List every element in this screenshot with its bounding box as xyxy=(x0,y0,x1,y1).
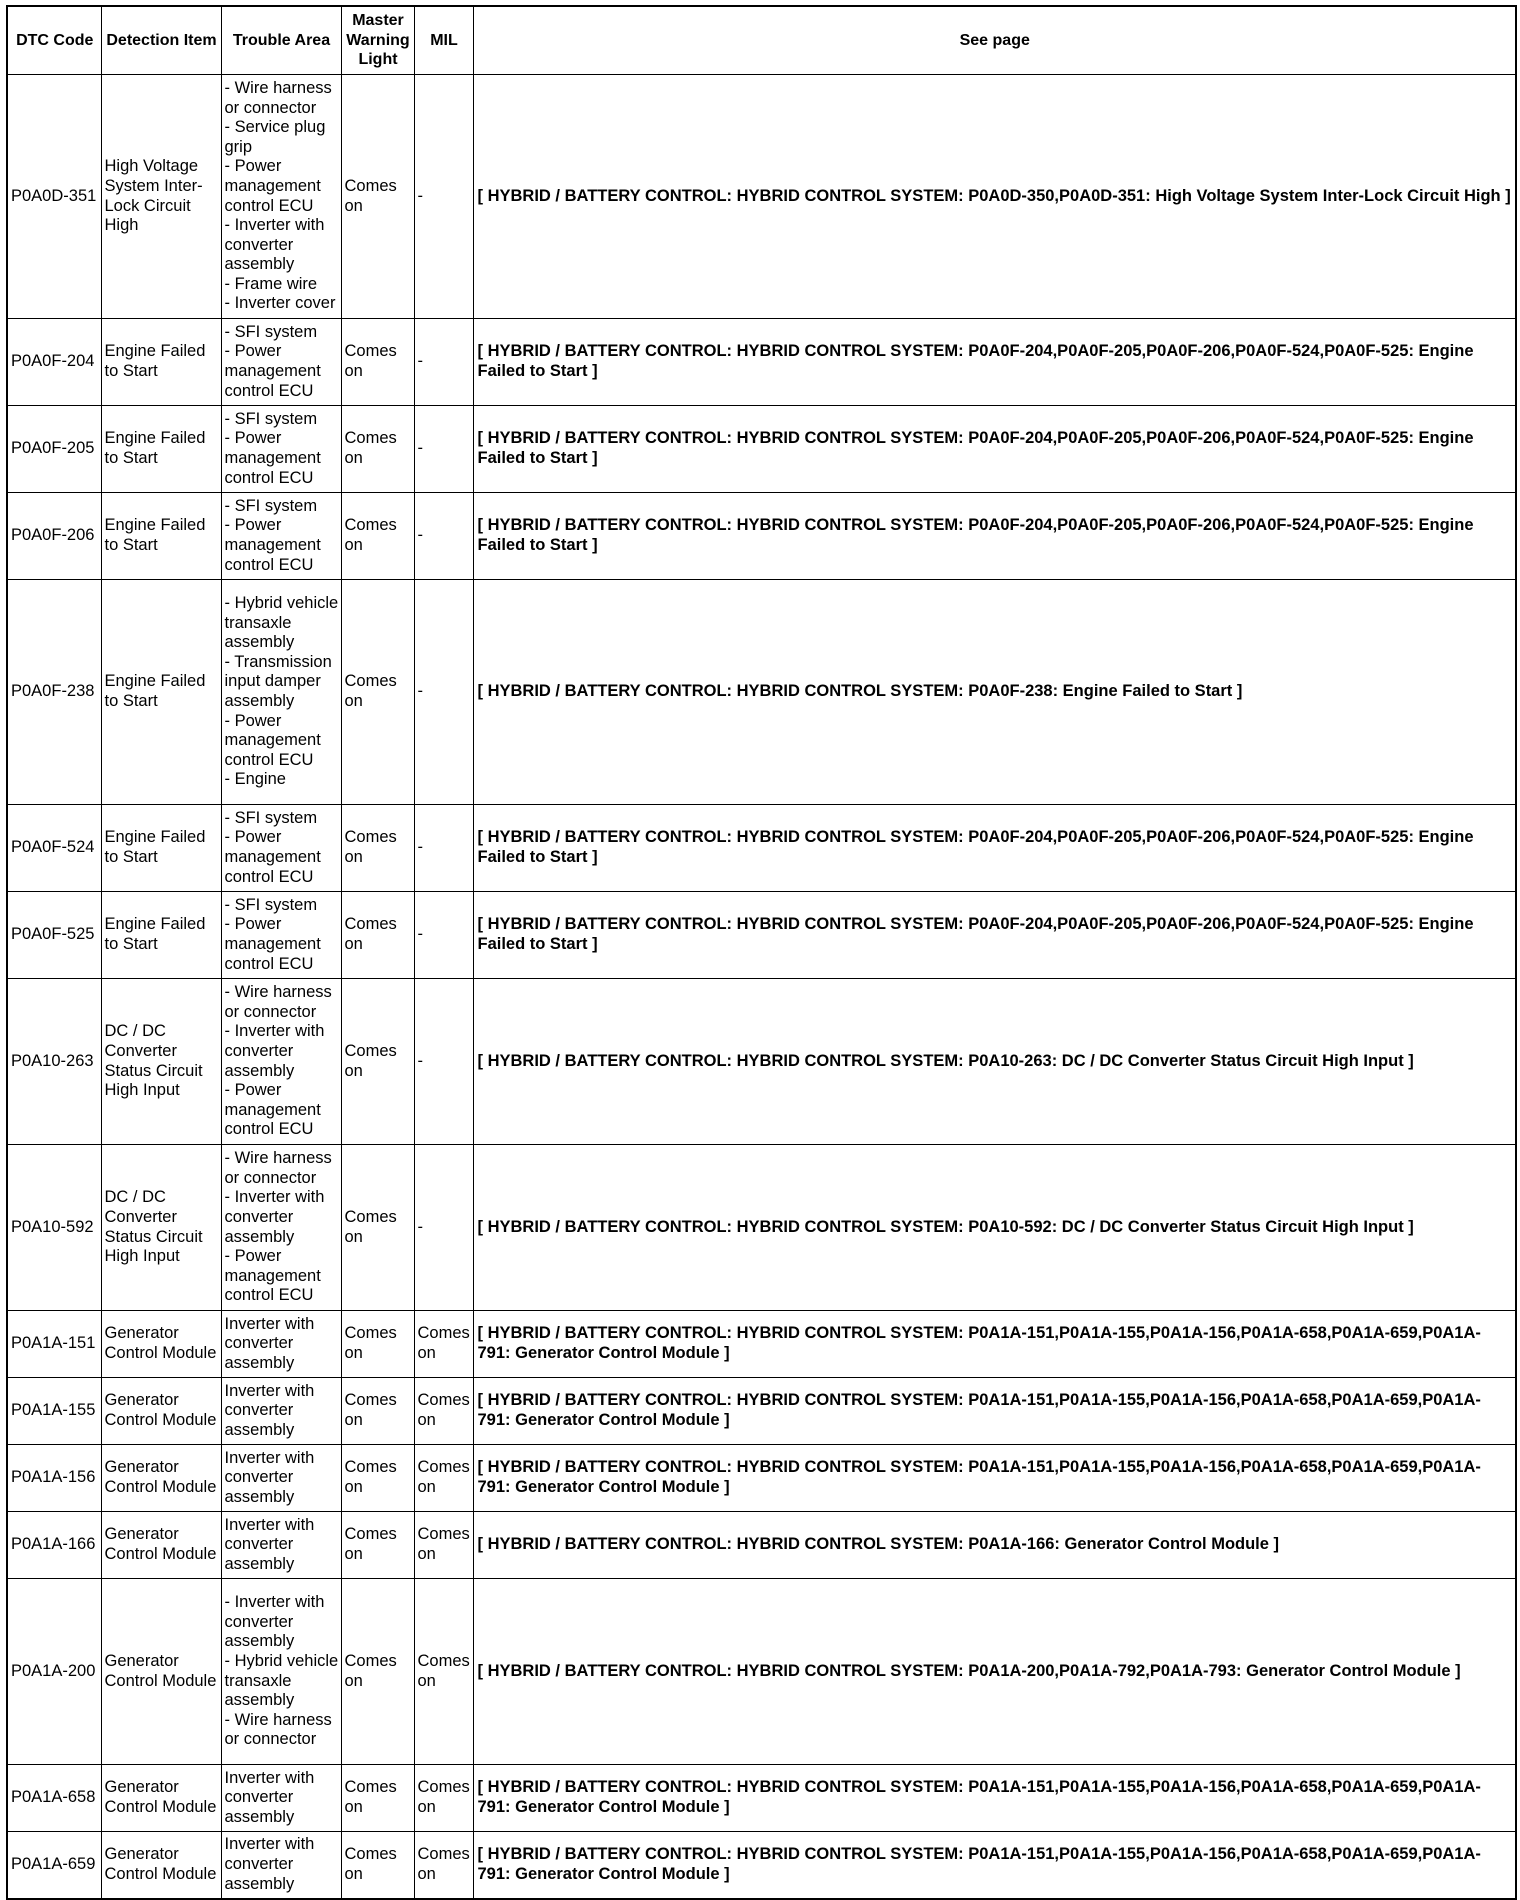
table-row xyxy=(7,406,1516,493)
table-row xyxy=(7,1512,1516,1579)
trouble-area-cell: Inverter with converter assembly xyxy=(221,1378,341,1445)
mil-cell: Comes on xyxy=(414,1311,473,1378)
dtc-code-cell: P0A0D-351 xyxy=(7,75,101,319)
detection-item-cell: Generator Control Module xyxy=(101,1445,221,1512)
table-row xyxy=(7,1579,1516,1765)
master-warning-light-cell: Comes on xyxy=(341,319,414,406)
master-warning-light-cell: Comes on xyxy=(341,75,414,319)
trouble-area-cell: - SFI system - Power management control ECU xyxy=(221,805,341,892)
see-page-link[interactable]: [ HYBRID / BATTERY CONTROL: HYBRID CONTROL SYSTEM: P0A0F-204,P0A0F-205,P0A0F-206,P0A0F-524,P0A0F-525: Engine Failed to Start ] xyxy=(473,319,1516,406)
see-page-link[interactable]: [ HYBRID / BATTERY CONTROL: HYBRID CONTROL SYSTEM: P0A0F-204,P0A0F-205,P0A0F-206,P0A0F-524,P0A0F-525: Engine Failed to Start ] xyxy=(473,406,1516,493)
trouble-area-cell: - SFI system - Power management control ECU xyxy=(221,493,341,580)
master-warning-light-cell: Comes on xyxy=(341,1145,414,1311)
see-page-link[interactable]: [ HYBRID / BATTERY CONTROL: HYBRID CONTROL SYSTEM: P0A1A-151,P0A1A-155,P0A1A-156,P0A1A-658,P0A1A-659,P0A1A-791: Generator Control Module ] xyxy=(473,1378,1516,1445)
header-trouble-area: Trouble Area xyxy=(221,6,341,75)
table-row xyxy=(7,1832,1516,1899)
dtc-code-cell: P0A0F-206 xyxy=(7,493,101,580)
detection-item-cell: Engine Failed to Start xyxy=(101,406,221,493)
table-row xyxy=(7,319,1516,406)
table-row xyxy=(7,979,1516,1145)
dtc-code-cell: P0A0F-524 xyxy=(7,805,101,892)
master-warning-light-cell: Comes on xyxy=(341,805,414,892)
see-page-link[interactable]: [ HYBRID / BATTERY CONTROL: HYBRID CONTROL SYSTEM: P0A1A-151,P0A1A-155,P0A1A-156,P0A1A-658,P0A1A-659,P0A1A-791: Generator Control Module ] xyxy=(473,1765,1516,1832)
mil-cell: - xyxy=(414,580,473,805)
trouble-area-cell: - SFI system - Power management control ECU xyxy=(221,406,341,493)
table-row xyxy=(7,1765,1516,1832)
see-page-link[interactable]: [ HYBRID / BATTERY CONTROL: HYBRID CONTROL SYSTEM: P0A0F-204,P0A0F-205,P0A0F-206,P0A0F-524,P0A0F-525: Engine Failed to Start ] xyxy=(473,493,1516,580)
mil-cell: - xyxy=(414,892,473,979)
see-page-link[interactable]: [ HYBRID / BATTERY CONTROL: HYBRID CONTROL SYSTEM: P0A1A-166: Generator Control Module ] xyxy=(473,1512,1516,1579)
master-warning-light-cell: Comes on xyxy=(341,580,414,805)
table-row xyxy=(7,580,1516,805)
table-row xyxy=(7,1145,1516,1311)
mil-cell: - xyxy=(414,1145,473,1311)
header-detection-item: Detection Item xyxy=(101,6,221,75)
mil-cell: - xyxy=(414,493,473,580)
trouble-area-cell: - Wire harness or connector - Inverter with converter assembly - Power management control ECU xyxy=(221,1145,341,1311)
see-page-link[interactable]: [ HYBRID / BATTERY CONTROL: HYBRID CONTROL SYSTEM: P0A10-263: DC / DC Converter Status Circuit High Input ] xyxy=(473,979,1516,1145)
trouble-area-cell: Inverter with converter assembly xyxy=(221,1765,341,1832)
table-header-row xyxy=(7,6,1516,75)
master-warning-light-cell: Comes on xyxy=(341,1445,414,1512)
dtc-code-cell: P0A10-263 xyxy=(7,979,101,1145)
dtc-code-cell: P0A0F-238 xyxy=(7,580,101,805)
detection-item-cell: Engine Failed to Start xyxy=(101,493,221,580)
table-row xyxy=(7,805,1516,892)
dtc-code-cell: P0A1A-155 xyxy=(7,1378,101,1445)
see-page-link[interactable]: [ HYBRID / BATTERY CONTROL: HYBRID CONTROL SYSTEM: P0A0F-204,P0A0F-205,P0A0F-206,P0A0F-524,P0A0F-525: Engine Failed to Start ] xyxy=(473,892,1516,979)
master-warning-light-cell: Comes on xyxy=(341,493,414,580)
detection-item-cell: Generator Control Module xyxy=(101,1311,221,1378)
table-row xyxy=(7,1445,1516,1512)
table-row xyxy=(7,1378,1516,1445)
trouble-area-cell: - Wire harness or connector - Inverter with converter assembly - Power management control ECU xyxy=(221,979,341,1145)
mil-cell: - xyxy=(414,406,473,493)
mil-cell: Comes on xyxy=(414,1832,473,1899)
detection-item-cell: Generator Control Module xyxy=(101,1579,221,1765)
table-row xyxy=(7,892,1516,979)
header-master-warning-light: Master Warning Light xyxy=(341,6,414,75)
detection-item-cell: Generator Control Module xyxy=(101,1832,221,1899)
dtc-code-cell: P0A0F-205 xyxy=(7,406,101,493)
mil-cell: Comes on xyxy=(414,1445,473,1512)
dtc-table-container xyxy=(6,5,1515,1900)
dtc-code-cell: P0A0F-525 xyxy=(7,892,101,979)
trouble-area-cell: - Inverter with converter assembly - Hybrid vehicle transaxle assembly - Wire harness or connector xyxy=(221,1579,341,1765)
trouble-area-cell: Inverter with converter assembly xyxy=(221,1832,341,1899)
dtc-code-cell: P0A0F-204 xyxy=(7,319,101,406)
mil-cell: - xyxy=(414,75,473,319)
dtc-code-cell: P0A10-592 xyxy=(7,1145,101,1311)
detection-item-cell: DC / DC Converter Status Circuit High Input xyxy=(101,1145,221,1311)
mil-cell: Comes on xyxy=(414,1765,473,1832)
master-warning-light-cell: Comes on xyxy=(341,1311,414,1378)
dtc-code-cell: P0A1A-658 xyxy=(7,1765,101,1832)
see-page-link[interactable]: [ HYBRID / BATTERY CONTROL: HYBRID CONTROL SYSTEM: P0A1A-151,P0A1A-155,P0A1A-156,P0A1A-658,P0A1A-659,P0A1A-791: Generator Control Module ] xyxy=(473,1445,1516,1512)
dtc-code-cell: P0A1A-151 xyxy=(7,1311,101,1378)
master-warning-light-cell: Comes on xyxy=(341,1579,414,1765)
master-warning-light-cell: Comes on xyxy=(341,1832,414,1899)
detection-item-cell: Generator Control Module xyxy=(101,1512,221,1579)
table-row xyxy=(7,1311,1516,1378)
see-page-link[interactable]: [ HYBRID / BATTERY CONTROL: HYBRID CONTROL SYSTEM: P0A0F-238: Engine Failed to Start ] xyxy=(473,580,1516,805)
master-warning-light-cell: Comes on xyxy=(341,1512,414,1579)
trouble-area-cell: Inverter with converter assembly xyxy=(221,1512,341,1579)
mil-cell: - xyxy=(414,805,473,892)
table-body xyxy=(7,75,1516,1899)
detection-item-cell: DC / DC Converter Status Circuit High Input xyxy=(101,979,221,1145)
mil-cell: Comes on xyxy=(414,1579,473,1765)
header-mil: MIL xyxy=(414,6,473,75)
see-page-link[interactable]: [ HYBRID / BATTERY CONTROL: HYBRID CONTROL SYSTEM: P0A10-592: DC / DC Converter Status Circuit High Input ] xyxy=(473,1145,1516,1311)
dtc-table xyxy=(6,5,1517,1900)
mil-cell: - xyxy=(414,319,473,406)
master-warning-light-cell: Comes on xyxy=(341,979,414,1145)
mil-cell: Comes on xyxy=(414,1378,473,1445)
table-row xyxy=(7,75,1516,319)
detection-item-cell: Engine Failed to Start xyxy=(101,580,221,805)
dtc-code-cell: P0A1A-200 xyxy=(7,1579,101,1765)
dtc-code-cell: P0A1A-659 xyxy=(7,1832,101,1899)
header-see-page: See page xyxy=(473,6,1516,75)
trouble-area-cell: - Wire harness or connector - Service plug grip - Power management control ECU - Inverter with converter assembly - Frame wire - Inverter cover xyxy=(221,75,341,319)
trouble-area-cell: Inverter with converter assembly xyxy=(221,1311,341,1378)
detection-item-cell: Generator Control Module xyxy=(101,1378,221,1445)
master-warning-light-cell: Comes on xyxy=(341,1765,414,1832)
detection-item-cell: Engine Failed to Start xyxy=(101,892,221,979)
master-warning-light-cell: Comes on xyxy=(341,1378,414,1445)
dtc-code-cell: P0A1A-166 xyxy=(7,1512,101,1579)
mil-cell: Comes on xyxy=(414,1512,473,1579)
trouble-area-cell: - Hybrid vehicle transaxle assembly - Transmission input damper assembly - Power management control ECU - Engine xyxy=(221,580,341,805)
dtc-code-cell: P0A1A-156 xyxy=(7,1445,101,1512)
see-page-link[interactable]: [ HYBRID / BATTERY CONTROL: HYBRID CONTROL SYSTEM: P0A1A-200,P0A1A-792,P0A1A-793: Generator Control Module ] xyxy=(473,1579,1516,1765)
detection-item-cell: Engine Failed to Start xyxy=(101,805,221,892)
see-page-link[interactable]: [ HYBRID / BATTERY CONTROL: HYBRID CONTROL SYSTEM: P0A0F-204,P0A0F-205,P0A0F-206,P0A0F-524,P0A0F-525: Engine Failed to Start ] xyxy=(473,805,1516,892)
see-page-link[interactable]: [ HYBRID / BATTERY CONTROL: HYBRID CONTROL SYSTEM: P0A1A-151,P0A1A-155,P0A1A-156,P0A1A-658,P0A1A-659,P0A1A-791: Generator Control Module ] xyxy=(473,1311,1516,1378)
master-warning-light-cell: Comes on xyxy=(341,892,414,979)
detection-item-cell: High Voltage System Inter-Lock Circuit High xyxy=(101,75,221,319)
trouble-area-cell: - SFI system - Power management control ECU xyxy=(221,319,341,406)
trouble-area-cell: - SFI system - Power management control ECU xyxy=(221,892,341,979)
detection-item-cell: Generator Control Module xyxy=(101,1765,221,1832)
detection-item-cell: Engine Failed to Start xyxy=(101,319,221,406)
header-dtc-code: DTC Code xyxy=(7,6,101,75)
master-warning-light-cell: Comes on xyxy=(341,406,414,493)
mil-cell: - xyxy=(414,979,473,1145)
see-page-link[interactable]: [ HYBRID / BATTERY CONTROL: HYBRID CONTROL SYSTEM: P0A1A-151,P0A1A-155,P0A1A-156,P0A1A-658,P0A1A-659,P0A1A-791: Generator Control Module ] xyxy=(473,1832,1516,1899)
trouble-area-cell: Inverter with converter assembly xyxy=(221,1445,341,1512)
see-page-link[interactable]: [ HYBRID / BATTERY CONTROL: HYBRID CONTROL SYSTEM: P0A0D-350,P0A0D-351: High Voltage System Inter-Lock Circuit High ] xyxy=(473,75,1516,319)
table-row xyxy=(7,493,1516,580)
